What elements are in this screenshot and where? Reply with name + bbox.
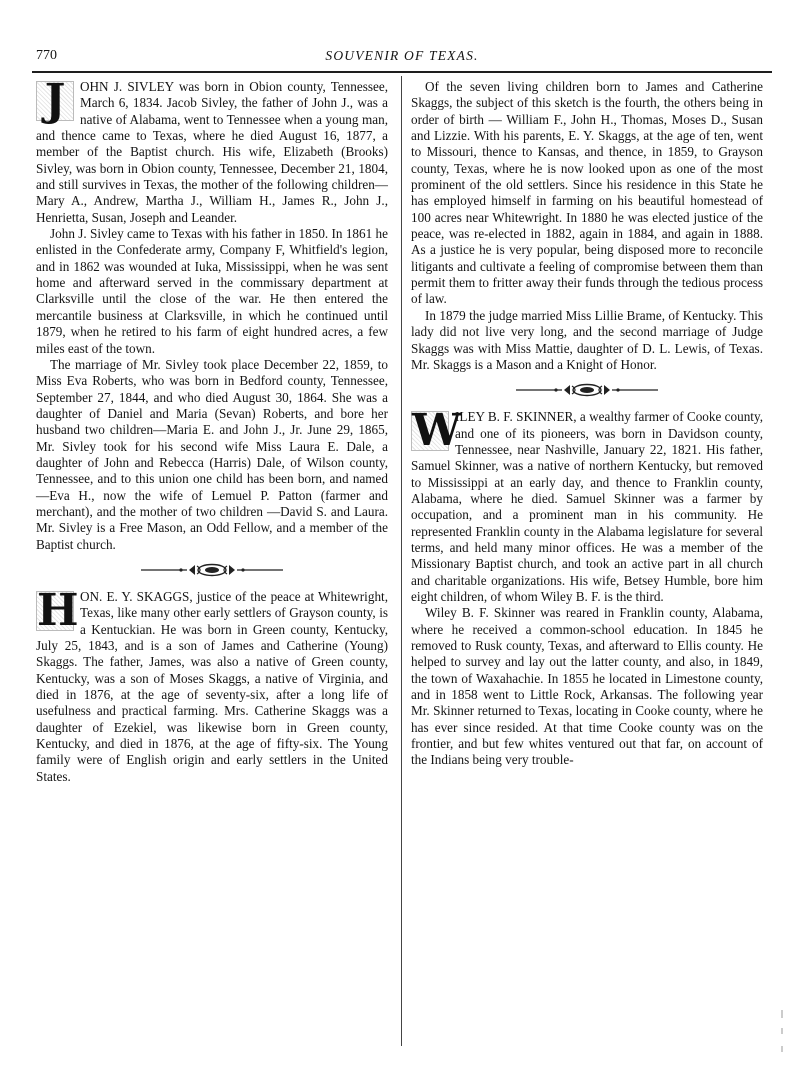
skaggs-paragraph-3: In 1879 the judge married Miss Lillie Brame, of Kentucky. This lady did not live very long, and the second marriage of Judge Skaggs was with Miss Mattie, daughter of D. L. Lewis, of Texas. Mr. Skaggs is a Mason and a Knight of Honor. (411, 307, 763, 372)
page-edge-mark (778, 1010, 786, 1070)
ornament-divider-icon (512, 383, 662, 397)
right-column (411, 79, 763, 769)
sivley-paragraph-3: The marriage of Mr. Sivley took place December 22, 1859, to Miss Eva Roberts, who was born in Bedford county, Tennessee, September 27, 1844, and who died August 30, 1864. She was a daughter of Daniel and Maria (Sevan) Roberts, and bore her husband two children—Maria E. and John J., Jr. June 29, 1865, Mr. Sivley took for his second wife Miss Laura E. Dale, a daughter of John and Rebecca (Harris) Dale, of Wilson county, Tennessee, and to this union one child has been born, and named—Eva H., now the wife of Lemuel P. Patton (farmer and merchant), and the mother of two children —David S. and Laura. Mr. Sivley is a Free Mason, an Odd Fellow, and a member of the Baptist church. (36, 356, 388, 552)
section-ornament-1 (36, 559, 388, 581)
biography-skaggs (36, 584, 388, 785)
header-rule (32, 71, 772, 73)
sivley-paragraph-1: OHN J. SIVLEY was born in Obion county, Tennessee, March 6, 1834. Jacob Sivley, the father of John J., was a native of Alabama, went to Tennessee when a young man, and thence came to Texas, where he died August 16, 1877, a member of the Baptist church. His wife, Elizabeth (Brooks) Sivley, was born in Obion county, Tennessee, December 21, 1804, and still survives in Texas, the mother of the following children—Mary A., Andrew, Martha J., William H., James R., John J., Henrietta, Susan, Joseph and Leander. (36, 79, 388, 225)
left-column (36, 75, 388, 785)
biography-sivley (36, 75, 388, 553)
running-title: SOUVENIR OF TEXAS. (325, 48, 479, 63)
ornament-divider-icon (137, 563, 287, 577)
drop-cap-w: W (412, 405, 462, 457)
skaggs-paragraph-1: ON. E. Y. SKAGGS, justice of the peace at Whitewright, Texas, like many other early settlers of Grayson county, is a Kentuckian. He was born in Green county, Kentucky, July 25, 1843, and is a son of James and Catherine (Young) Skaggs. The father, James, was also a native of Green county, Kentucky, was a son of Moses Skaggs, a native of Virginia, and died in 1876, at the age of seventy-six, after a long life of usefulness and practical farming. Mrs. Catherine Skaggs was a daughter of Ezekiel, was likewise born in Green county, Kentucky, and died in 1876, at the age of fifty-six. The Young family were of English origin and early settlers in the United States. (36, 588, 388, 784)
biography-skinner (411, 405, 763, 769)
page-number: 770 (36, 48, 57, 63)
section-ornament-2 (411, 379, 763, 401)
drop-cap-h: H (37, 584, 79, 636)
skaggs-paragraph-2: Of the seven living children born to James and Catherine Skaggs, the subject of this sketch is the fourth, the others being in order of birth — William F., John H., Thomas, Moses D., Susan and Lizzie. With his parents, E. Y. Skaggs, at the age of ten, went to Missouri, thence to Kansas, and thence, in 1859, to Grayson county, Texas, where he is now looked upon as one of the most prominent of the old settlers. Since his residence in this State he has employed himself in farming on his beautiful homestead of 100 acres near Whitewright. In 1880 he was elected justice of the peace, was re-elected in 1882, again in 1884, and again in 1888. As a justice he is very popular, being disposed more to reconcile litigants and cultivate a feeling of compromise between them than permit them to fritter away their funds through the tedious process of law. (411, 79, 763, 307)
skinner-paragraph-2: Wiley B. F. Skinner was reared in Franklin county, Alabama, where he received a common-school education. In 1845 he removed to Rusk county, Texas, and afterward to Ellis county. He helped to survey and lay out the latter county, and also, in 1849, the town of Waxahachie. In 1855 he located in Limestone county, and in 1858 went to Little Rock, Arkansas. The following year Mr. Skinner returned to Texas, locating in Cooke county, where he has ever since resided. At that time Cooke county was on the frontier, and but few whites ventured out that far, on account of the Indians being very trouble- (411, 605, 763, 768)
sivley-paragraph-2: John J. Sivley came to Texas with his father in 1850. In 1861 he enlisted in the Confederate army, Company F, Whitfield's legion, and in 1862 was wounded at Iuka, Mississippi, when he was sent home and afterward served in the commissary department at Clarksville until the close of the war. He then entered the mercantile business at Clarksville, in which he continued until 1879, when he retired to his farm of eight hundred acres, a few miles east of the town. (36, 226, 388, 356)
skinner-paragraph-1: ILEY B. F. SKINNER, a wealthy farmer of Cooke county, and one of its pioneers, was born in Davidson county, Tennessee, near Nashville, January 22, 1821. His father, Samuel Skinner, was a native of northern Kentucky, but removed to Mississippi at an early day, and thence to Franklin county, Alabama, where he died. Samuel Skinner was a farmer by occupation, and a prominent man in his community. He represented Franklin county in the Alabama legislature for several terms, and held many minor offices. He was a member of the Missionary Baptist church, and took an active part in all church and charitable organizations. His wife, Betsey Humble, bore him eight children, of whom Wiley B. F. is the third. (411, 409, 763, 604)
drop-cap-j: J (36, 81, 74, 121)
column-divider (401, 76, 402, 1046)
biography-skaggs-continued (411, 79, 763, 373)
running-head (32, 47, 772, 69)
